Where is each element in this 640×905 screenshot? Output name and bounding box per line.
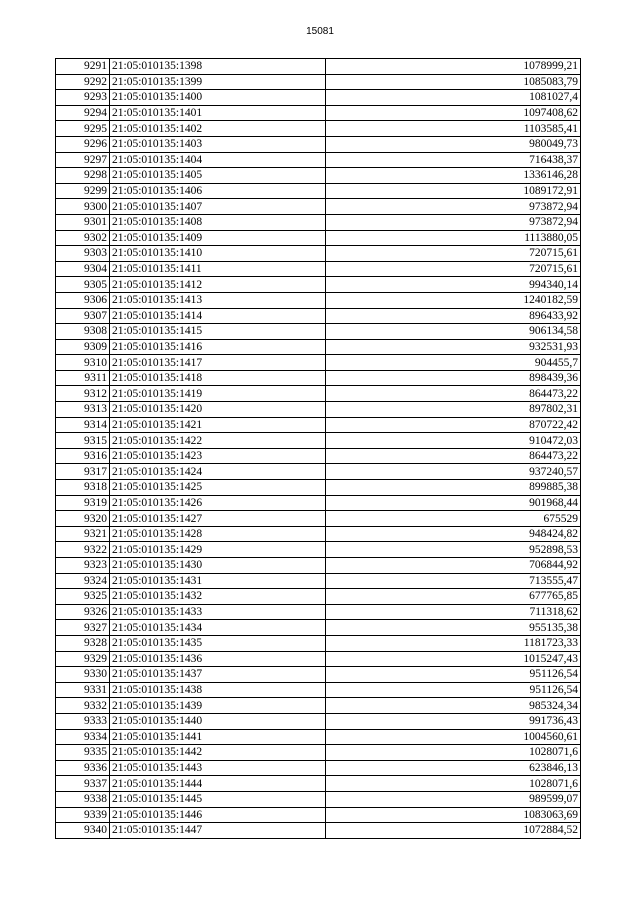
cadastral-number-cell: 21:05:010135:1408 — [110, 214, 326, 230]
value-cell: 1028071,6 — [326, 776, 581, 792]
table-row — [56, 495, 581, 511]
value-cell: 901968,44 — [326, 495, 581, 511]
value-cell: 864473,22 — [326, 386, 581, 402]
row-number-cell: 9299 — [56, 183, 110, 199]
value-cell: 955135,38 — [326, 620, 581, 636]
row-number-cell: 9307 — [56, 308, 110, 324]
cadastral-number-cell: 21:05:010135:1433 — [110, 604, 326, 620]
value-cell: 675529 — [326, 511, 581, 527]
table-row — [56, 121, 581, 137]
value-cell: 864473,22 — [326, 448, 581, 464]
table-row — [56, 168, 581, 184]
row-number-cell: 9293 — [56, 90, 110, 106]
row-number-cell: 9336 — [56, 760, 110, 776]
table-row — [56, 807, 581, 823]
row-number-cell: 9296 — [56, 136, 110, 152]
row-number-cell: 9335 — [56, 745, 110, 761]
value-cell: 994340,14 — [326, 277, 581, 293]
table-row — [56, 620, 581, 636]
row-number-cell: 9338 — [56, 791, 110, 807]
table-row — [56, 682, 581, 698]
row-number-cell: 9333 — [56, 713, 110, 729]
table-row — [56, 823, 581, 839]
row-number-cell: 9332 — [56, 698, 110, 714]
value-cell: 711318,62 — [326, 604, 581, 620]
row-number-cell: 9312 — [56, 386, 110, 402]
cadastral-number-cell: 21:05:010135:1416 — [110, 339, 326, 355]
table-row — [56, 511, 581, 527]
table-row — [56, 246, 581, 262]
cadastral-number-cell: 21:05:010135:1442 — [110, 745, 326, 761]
row-number-cell: 9319 — [56, 495, 110, 511]
value-cell: 932531,93 — [326, 339, 581, 355]
table-row — [56, 402, 581, 418]
table-row — [56, 386, 581, 402]
row-number-cell: 9315 — [56, 433, 110, 449]
row-number-cell: 9316 — [56, 448, 110, 464]
table-row — [56, 308, 581, 324]
row-number-cell: 9297 — [56, 152, 110, 168]
table-row — [56, 136, 581, 152]
cadastral-number-cell: 21:05:010135:1434 — [110, 620, 326, 636]
cadastral-number-cell: 21:05:010135:1441 — [110, 729, 326, 745]
row-number-cell: 9294 — [56, 105, 110, 121]
cadastral-number-cell: 21:05:010135:1400 — [110, 90, 326, 106]
row-number-cell: 9295 — [56, 121, 110, 137]
row-number-cell: 9323 — [56, 558, 110, 574]
cadastral-number-cell: 21:05:010135:1415 — [110, 324, 326, 340]
table-row — [56, 791, 581, 807]
value-cell: 985324,34 — [326, 698, 581, 714]
value-cell: 1240182,59 — [326, 292, 581, 308]
value-cell: 973872,94 — [326, 214, 581, 230]
cadastral-number-cell: 21:05:010135:1414 — [110, 308, 326, 324]
table-row — [56, 370, 581, 386]
cadastral-number-cell: 21:05:010135:1418 — [110, 370, 326, 386]
value-cell: 906134,58 — [326, 324, 581, 340]
cadastral-number-cell: 21:05:010135:1423 — [110, 448, 326, 464]
table-row — [56, 339, 581, 355]
table-row — [56, 589, 581, 605]
table-row — [56, 667, 581, 683]
row-number-cell: 9337 — [56, 776, 110, 792]
row-number-cell: 9330 — [56, 667, 110, 683]
row-number-cell: 9300 — [56, 199, 110, 215]
cadastral-number-cell: 21:05:010135:1405 — [110, 168, 326, 184]
value-cell: 1081027,4 — [326, 90, 581, 106]
row-number-cell: 9306 — [56, 292, 110, 308]
row-number-cell: 9321 — [56, 526, 110, 542]
value-cell: 948424,82 — [326, 526, 581, 542]
value-cell: 1336146,28 — [326, 168, 581, 184]
cadastral-number-cell: 21:05:010135:1404 — [110, 152, 326, 168]
table-row — [56, 542, 581, 558]
cadastral-number-cell: 21:05:010135:1413 — [110, 292, 326, 308]
value-cell: 623846,13 — [326, 760, 581, 776]
table-row — [56, 573, 581, 589]
cadastral-number-cell: 21:05:010135:1445 — [110, 791, 326, 807]
table-row — [56, 152, 581, 168]
cadastral-number-cell: 21:05:010135:1439 — [110, 698, 326, 714]
value-cell: 720715,61 — [326, 246, 581, 262]
value-cell: 897802,31 — [326, 402, 581, 418]
row-number-cell: 9292 — [56, 74, 110, 90]
value-cell: 1103585,41 — [326, 121, 581, 137]
row-number-cell: 9301 — [56, 214, 110, 230]
row-number-cell: 9302 — [56, 230, 110, 246]
row-number-cell: 9329 — [56, 651, 110, 667]
cadastral-number-cell: 21:05:010135:1429 — [110, 542, 326, 558]
value-cell: 1078999,21 — [326, 59, 581, 75]
table-row — [56, 230, 581, 246]
row-number-cell: 9303 — [56, 246, 110, 262]
row-number-cell: 9339 — [56, 807, 110, 823]
cadastral-number-cell: 21:05:010135:1431 — [110, 573, 326, 589]
row-number-cell: 9308 — [56, 324, 110, 340]
cadastral-number-cell: 21:05:010135:1436 — [110, 651, 326, 667]
cadastral-number-cell: 21:05:010135:1430 — [110, 558, 326, 574]
row-number-cell: 9320 — [56, 511, 110, 527]
table-row — [56, 448, 581, 464]
value-cell: 1072884,52 — [326, 823, 581, 839]
row-number-cell: 9309 — [56, 339, 110, 355]
row-number-cell: 9304 — [56, 261, 110, 277]
row-number-cell: 9310 — [56, 355, 110, 371]
cadastral-number-cell: 21:05:010135:1410 — [110, 246, 326, 262]
value-cell: 1097408,62 — [326, 105, 581, 121]
row-number-cell: 9305 — [56, 277, 110, 293]
table-row — [56, 261, 581, 277]
cadastral-number-cell: 21:05:010135:1425 — [110, 480, 326, 496]
cadastral-number-cell: 21:05:010135:1437 — [110, 667, 326, 683]
cadastral-number-cell: 21:05:010135:1422 — [110, 433, 326, 449]
value-cell: 896433,92 — [326, 308, 581, 324]
row-number-cell: 9311 — [56, 370, 110, 386]
row-number-cell: 9325 — [56, 589, 110, 605]
value-cell: 973872,94 — [326, 199, 581, 215]
cadastral-number-cell: 21:05:010135:1446 — [110, 807, 326, 823]
table-row — [56, 526, 581, 542]
cadastral-number-cell: 21:05:010135:1403 — [110, 136, 326, 152]
cadastral-number-cell: 21:05:010135:1420 — [110, 402, 326, 418]
value-cell: 980049,73 — [326, 136, 581, 152]
cadastral-number-cell: 21:05:010135:1432 — [110, 589, 326, 605]
row-number-cell: 9326 — [56, 604, 110, 620]
value-cell: 1089172,91 — [326, 183, 581, 199]
row-number-cell: 9327 — [56, 620, 110, 636]
cadastral-number-cell: 21:05:010135:1406 — [110, 183, 326, 199]
cadastral-number-cell: 21:05:010135:1447 — [110, 823, 326, 839]
value-cell: 951126,54 — [326, 667, 581, 683]
table-row — [56, 604, 581, 620]
row-number-cell: 9331 — [56, 682, 110, 698]
cadastral-number-cell: 21:05:010135:1402 — [110, 121, 326, 137]
row-number-cell: 9314 — [56, 417, 110, 433]
table-body — [56, 59, 581, 839]
table-row — [56, 417, 581, 433]
value-cell: 910472,03 — [326, 433, 581, 449]
value-cell: 870722,42 — [326, 417, 581, 433]
value-cell: 677765,85 — [326, 589, 581, 605]
value-cell: 713555,47 — [326, 573, 581, 589]
cadastral-number-cell: 21:05:010135:1419 — [110, 386, 326, 402]
cadastral-number-cell: 21:05:010135:1440 — [110, 713, 326, 729]
value-cell: 706844,92 — [326, 558, 581, 574]
table-row — [56, 90, 581, 106]
cadastral-number-cell: 21:05:010135:1444 — [110, 776, 326, 792]
table-row — [56, 59, 581, 75]
cadastral-number-cell: 21:05:010135:1421 — [110, 417, 326, 433]
cadastral-number-cell: 21:05:010135:1438 — [110, 682, 326, 698]
table-row — [56, 745, 581, 761]
table-row — [56, 713, 581, 729]
cadastral-number-cell: 21:05:010135:1412 — [110, 277, 326, 293]
table-row — [56, 74, 581, 90]
cadastral-number-cell: 21:05:010135:1427 — [110, 511, 326, 527]
table-row — [56, 324, 581, 340]
table-row — [56, 729, 581, 745]
table-row — [56, 433, 581, 449]
value-cell: 1181723,33 — [326, 635, 581, 651]
value-cell: 989599,07 — [326, 791, 581, 807]
row-number-cell: 9318 — [56, 480, 110, 496]
value-cell: 720715,61 — [326, 261, 581, 277]
value-cell: 1015247,43 — [326, 651, 581, 667]
table-row — [56, 635, 581, 651]
table-row — [56, 480, 581, 496]
value-cell: 1028071,6 — [326, 745, 581, 761]
table-row — [56, 277, 581, 293]
table-row — [56, 776, 581, 792]
value-cell: 716438,37 — [326, 152, 581, 168]
cadastral-number-cell: 21:05:010135:1417 — [110, 355, 326, 371]
value-cell: 991736,43 — [326, 713, 581, 729]
cadastral-number-cell: 21:05:010135:1428 — [110, 526, 326, 542]
row-number-cell: 9334 — [56, 729, 110, 745]
row-number-cell: 9313 — [56, 402, 110, 418]
value-cell: 1085083,79 — [326, 74, 581, 90]
table-row — [56, 183, 581, 199]
value-cell: 951126,54 — [326, 682, 581, 698]
cadastral-number-cell: 21:05:010135:1426 — [110, 495, 326, 511]
cadastral-number-cell: 21:05:010135:1411 — [110, 261, 326, 277]
value-cell: 937240,57 — [326, 464, 581, 480]
page-number: 15081 — [306, 26, 334, 37]
cadastral-number-cell: 21:05:010135:1401 — [110, 105, 326, 121]
table-row — [56, 651, 581, 667]
value-cell: 1113880,05 — [326, 230, 581, 246]
value-cell: 1004560,61 — [326, 729, 581, 745]
row-number-cell: 9340 — [56, 823, 110, 839]
value-cell: 904455,7 — [326, 355, 581, 371]
row-number-cell: 9291 — [56, 59, 110, 75]
cadastral-value-table — [55, 58, 581, 839]
row-number-cell: 9324 — [56, 573, 110, 589]
cadastral-number-cell: 21:05:010135:1435 — [110, 635, 326, 651]
table-row — [56, 464, 581, 480]
cadastral-number-cell: 21:05:010135:1399 — [110, 74, 326, 90]
cadastral-number-cell: 21:05:010135:1409 — [110, 230, 326, 246]
table-row — [56, 558, 581, 574]
table-row — [56, 199, 581, 215]
row-number-cell: 9298 — [56, 168, 110, 184]
cadastral-number-cell: 21:05:010135:1398 — [110, 59, 326, 75]
row-number-cell: 9322 — [56, 542, 110, 558]
value-cell: 952898,53 — [326, 542, 581, 558]
cadastral-number-cell: 21:05:010135:1424 — [110, 464, 326, 480]
row-number-cell: 9328 — [56, 635, 110, 651]
table-row — [56, 105, 581, 121]
value-cell: 1083063,69 — [326, 807, 581, 823]
table-row — [56, 698, 581, 714]
table-row — [56, 355, 581, 371]
table-row — [56, 214, 581, 230]
cadastral-number-cell: 21:05:010135:1407 — [110, 199, 326, 215]
table-row — [56, 292, 581, 308]
value-cell: 898439,36 — [326, 370, 581, 386]
value-cell: 899885,38 — [326, 480, 581, 496]
cadastral-number-cell: 21:05:010135:1443 — [110, 760, 326, 776]
table-row — [56, 760, 581, 776]
row-number-cell: 9317 — [56, 464, 110, 480]
